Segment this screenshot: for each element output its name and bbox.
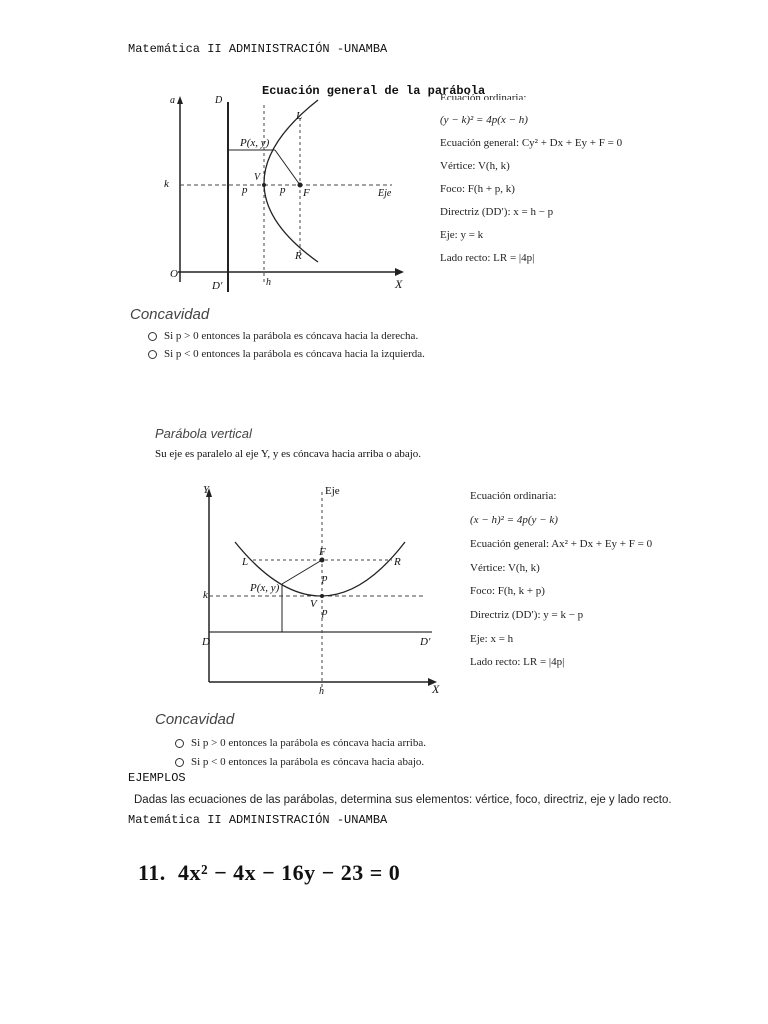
v-l-label: L (242, 556, 249, 568)
v-x-label: X (432, 682, 440, 696)
v-concavity-item-1 (175, 756, 424, 768)
v-section-title: Parábola vertical (155, 426, 252, 441)
v-concavity-item-0 (175, 737, 426, 749)
h-eje-label: Eje (378, 188, 392, 199)
v-eq-7: Lado recto: LR = |4p| (470, 656, 565, 668)
v-focus-point (320, 558, 325, 563)
problem-equation: 4x² − 4x − 16y − 23 = 0 (178, 860, 401, 885)
h-eq-3: Foco: F(h + p, k) (440, 183, 515, 195)
v-eq-5: Directriz (DD′): y = k − p (470, 609, 584, 621)
v-eq-1: (x − h)² = 4p(y − k) (470, 514, 558, 526)
h-v-label: V (254, 172, 261, 183)
h-origin-label: O (170, 268, 178, 280)
bullet-icon (175, 758, 184, 767)
h-eq-partial: Ecuación ordinaria: (440, 92, 527, 100)
v-f-label: F (319, 546, 326, 558)
v-k-label: k (203, 589, 208, 601)
h-eq-2: Vértice: V(h, k) (440, 160, 510, 172)
h-r-label: R (295, 250, 302, 262)
v-d-label: D (202, 636, 210, 648)
v-eq-3: Vértice: V(h, k) (470, 562, 540, 574)
v-point-label: P(x, y) (250, 582, 280, 594)
v-eq-6: Eje: x = h (470, 633, 514, 645)
v-concavity-text-1: Si p < 0 entonces la parábola es cóncava hacia abajo. (191, 756, 425, 768)
v-concavity-text-0: Si p > 0 entonces la parábola es cóncava hacia arriba. (191, 737, 426, 749)
h-eq-5: Eje: y = k (440, 229, 484, 241)
footer-course-header: Matemática II ADMINISTRACIÓN -UNAMBA (128, 813, 388, 827)
h-h-label: h (266, 277, 271, 288)
h-k-label: k (164, 178, 169, 190)
v-r-label: R (394, 556, 401, 568)
page-title: Ecuación general de la parábola (262, 84, 486, 98)
examples-heading: EJEMPLOS (128, 771, 186, 785)
h-eq-1: Ecuación general: Cy² + Dx + Ey + F = 0 (440, 137, 623, 149)
h-concavity-text-0: Si p > 0 entonces la parábola es cóncava hacia la derecha. (164, 330, 419, 342)
v-p-bottom-label: p (322, 606, 328, 618)
h-p-left-label: p (242, 184, 248, 196)
v-y-label: Y (203, 484, 210, 496)
v-description: Su eje es paralelo al eje Y, y es cóncava hacia arriba o abajo. (155, 448, 422, 460)
h-x-label: X (395, 277, 403, 291)
v-p-focus-segment (282, 560, 322, 584)
v-eq-2: Ecuación general: Ax² + Dx + Ey + F = 0 (470, 538, 653, 550)
examples-instruction: Dadas las ecuaciones de las parábolas, determina sus elementos: vértice, foco, directriz, eje y lado recto. (134, 794, 672, 806)
h-f-label: F (303, 187, 310, 199)
bullet-icon (175, 739, 184, 748)
h-d-top-label: D (215, 95, 223, 106)
h-eq-4: Directriz (DD′): x = h − p (440, 206, 554, 218)
h-l-label: L (296, 110, 303, 122)
v-d2-label: D′ (420, 636, 431, 648)
h-concavity-title: Concavidad (130, 306, 210, 323)
h-eq-6: Lado recto: LR = |4p| (440, 252, 535, 264)
v-v-label: V (310, 598, 317, 610)
v-vertex-point (320, 594, 324, 598)
course-header: Matemática II ADMINISTRACIÓN -UNAMBA (128, 42, 388, 56)
v-p-top-label: p (322, 572, 328, 584)
h-y-axis-label: a (170, 95, 175, 106)
v-h-label: h (319, 686, 324, 697)
v-eq-0: Ecuación ordinaria: (470, 490, 557, 502)
v-eq-4: Foco: F(h, k + p) (470, 585, 545, 597)
h-eq-0: (y − k)² = 4p(x − h) (440, 114, 528, 126)
h-point-label: P(x, y) (240, 137, 270, 149)
h-concavity-text-1: Si p < 0 entonces la parábola es cóncava hacia la izquierda. (164, 348, 425, 360)
v-eje-label: Eje (325, 485, 340, 497)
h-d-bottom-label: D′ (212, 280, 223, 292)
problem-number: 11. (138, 860, 166, 885)
v-concavity-title: Concavidad (155, 711, 235, 728)
h-p-right-label: p (280, 184, 286, 196)
